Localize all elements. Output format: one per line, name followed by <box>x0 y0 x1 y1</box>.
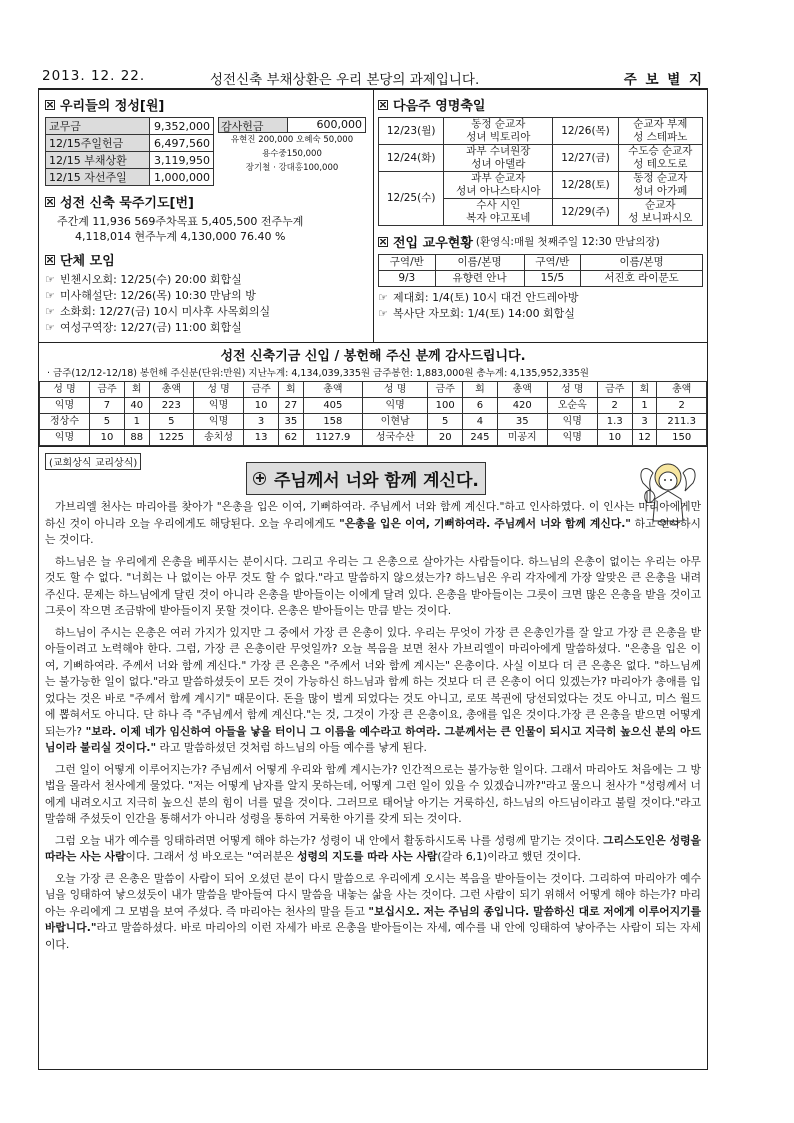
table-cell: 성국수산 <box>363 430 428 446</box>
pen-bullet-icon: ☞ <box>45 305 55 318</box>
table-row: 12/15 부채상환 3,119,950 <box>46 152 214 169</box>
checkbox-bullet-icon <box>45 197 55 207</box>
column-header: 총액 <box>657 382 707 398</box>
table-cell: 35 <box>497 414 547 430</box>
prayer-line: 4,118,014 현주누계 4,130,000 76.40 % <box>75 230 286 243</box>
column-header: 성 명 <box>40 382 90 398</box>
column-header: 금주 <box>597 382 632 398</box>
left-column <box>39 90 374 342</box>
column-header: 회 <box>463 382 498 398</box>
table-cell: 4 <box>463 414 498 430</box>
table-cell: 10 <box>597 430 632 446</box>
table-cell: 40 <box>124 398 149 414</box>
table-cell: 익명 <box>363 398 428 414</box>
table-cell: 익명 <box>40 430 90 446</box>
notice-list <box>378 290 703 322</box>
table-cell: 405 <box>303 398 362 414</box>
table-cell: 미공지 <box>497 430 547 446</box>
table-cell: 245 <box>463 430 498 446</box>
list-item: ☞ 여성구역장: 12/27(금) 11:00 회합실 <box>45 321 242 334</box>
column-header: 성 명 <box>363 382 428 398</box>
table-cell: 익명 <box>547 414 597 430</box>
list-item: ☞ 제대회: 1/4(토) 10시 대건 안드레아방 <box>378 291 579 304</box>
article-paragraph: 그럼 오늘 내가 예수를 잉태하려면 어떻게 해야 하는가? 성령이 내 안에서 활동하시도록 나를 성령께 맡기는 것이다. 그리스도인은 성령을 따라는 사는 사람이다. 그래서 성 바오로는 "여러분은 성령의 지도를 따라 사는 사람(갈라 6,1)이라고 했던 것이다. <box>45 833 701 863</box>
checkbox-bullet-icon <box>45 255 55 265</box>
right-column <box>374 90 707 342</box>
pen-bullet-icon: ☞ <box>45 289 55 302</box>
thanksgiving-offering: 감사헌금 600,000 유현진 200,000 오혜숙 50,000 용수중150,000 장기철 · 강대홍100,000 <box>218 117 366 186</box>
pen-bullet-icon: ☞ <box>45 273 55 286</box>
prayer-line: 주간계 11,936 569주차목표 5,405,500 전주누계 <box>57 215 304 228</box>
donor-note: 유현진 200,000 오혜숙 50,000 <box>230 135 354 145</box>
table-cell: 익명 <box>40 398 90 414</box>
bulletin-page <box>38 62 708 1070</box>
table-row <box>40 414 707 430</box>
pen-bullet-icon: ☞ <box>45 321 55 334</box>
table-cell: 10 <box>244 398 279 414</box>
table-cell: 420 <box>497 398 547 414</box>
groups-list <box>45 272 369 336</box>
list-item: ☞ 미사해설단: 12/26(목) 10:30 만남의 방 <box>45 289 256 302</box>
table-row: 교무금 9,352,000 <box>46 118 214 135</box>
table-cell: 1 <box>632 398 657 414</box>
table-cell: 이현남 <box>363 414 428 430</box>
table-cell: 7 <box>90 398 125 414</box>
column-header: 회 <box>124 382 149 398</box>
article-tag: (교회상식 교리상식) <box>45 453 141 470</box>
table-cell: 5 <box>149 414 194 430</box>
article-section <box>38 447 708 1070</box>
transfer-title: 전입 교우현황 (환영식:매월 첫째주일 12:30 만남의장) <box>378 232 703 251</box>
table-cell: 12 <box>632 430 657 446</box>
column-header: 총액 <box>303 382 362 398</box>
table-row: 9/3 유향련 안나 15/5 서진호 라이문도 <box>379 271 703 287</box>
column-header: 금주 <box>244 382 279 398</box>
article-paragraph: 그런 일이 어떻게 이루어지는가? 주님께서 어떻게 우리와 함께 계시는가? 인간적으로는 불가능한 일이다. 그래서 마리아도 처음에는 그 방법을 몰라서 천사에게 물었다. "저는 어떻게 남자를 알지 못하는데, 어떻게 그런 일이 있을 수 있겠습니까?"라고 물으니 천사가 "성령께서 너에게 내려오시고 지극히 높으신 분의 힘이 너를 덮을 것이다. 그러므로 태어날 아기는 거룩하신, 하느님의 아드님이라고 불릴 것이다."라고 말씀해 주셨듯이 인간을 통해서가 아니라 성령을 통하여 거룩한 아기를 갖게 되는 것이다. <box>45 762 701 825</box>
list-item: ☞ 빈첸시오회: 12/25(수) 20:00 회합실 <box>45 273 242 286</box>
issue-date: 2013. 12. 22. <box>42 68 146 84</box>
table-cell: 150 <box>657 430 707 446</box>
pen-bullet-icon: ☞ <box>378 291 388 304</box>
column-header: 성 명 <box>547 382 597 398</box>
donation-title: 성전 신축기금 신입 / 봉헌해 주신 분께 감사드립니다. <box>220 349 526 364</box>
checkbox-bullet-icon <box>378 100 388 110</box>
table-cell: 익명 <box>194 414 244 430</box>
table-row <box>40 398 707 414</box>
article-paragraph: 가브리엘 천사는 마리아를 찾아가 "은총을 입은 이여, 기뻐하여라. 주님께서 너와 함께 계신다."하고 인사하였다. 이 인사는 마리아에게만 하신 것이 아니라 오늘 우리에게도 해당된다. 오늘 우리에게도 "은총을 입은 이여, 기뻐하여라. 주님께서 너와 함께 계신다." 하고 인사하시는 것이다. <box>45 500 702 546</box>
table-cell: 1.3 <box>597 414 632 430</box>
table-row: 수사 시인 복자 야고포네 12/29(주) 순교자 성 보니파시오 <box>379 199 703 226</box>
prayer-title: 성전 신축 묵주기도[번] <box>45 192 369 211</box>
table-cell: 1127.9 <box>303 430 362 446</box>
table-cell: 100 <box>428 398 463 414</box>
column-header: 회 <box>632 382 657 398</box>
article-title: 주님께서 너와 함께 계신다. <box>246 462 486 495</box>
article-paragraph: 오늘 가장 큰 은총은 말씀이 사람이 되어 오셨던 분이 다시 말씀으로 우리에게 오시는 복음을 받아들이는 것이다. 그리하여 마리아가 예수님을 잉태하여 낳으셨듯이 내가 말씀을 받아들여 다시 말씀을 내놓는 삶을 사는 것이다. 그런 사람이 되기 위해서 어떻게 해야 하는가? 마리아는 우리에게 그 모범을 보여 주셨다. 즉 마리아는 천사의 말을 듣고 "보십시오. 저는 주님의 종입니다. 말씀하신 대로 저에게 이루어지기를 바랍니다."라고 말씀하셨다. 바로 마리아의 이런 자세가 바로 은총을 받아들이는 자세, 예수를 내 안에 잉태하여 낳아주는 사람이 되는 자세이다. <box>45 871 701 951</box>
table-cell: 익명 <box>194 398 244 414</box>
bulletin-name: 주 보 별 지 <box>623 72 704 88</box>
table-cell: 5 <box>90 414 125 430</box>
feast-table <box>378 117 703 226</box>
column-header: 회 <box>279 382 304 398</box>
donation-section <box>38 343 708 447</box>
column-header: 성 명 <box>194 382 244 398</box>
table-cell: 5 <box>428 414 463 430</box>
table-cell: 3 <box>244 414 279 430</box>
table-cell: 정상수 <box>40 414 90 430</box>
table-cell: 158 <box>303 414 362 430</box>
donor-note: 장기철 · 강대홍100,000 <box>245 163 339 173</box>
table-cell: 오순옥 <box>547 398 597 414</box>
table-header-row: 구역/반 이름/본명 구역/반 이름/본명 <box>379 255 703 271</box>
header-slogan: 성전신축 부채상환은 우리 본당의 과제입니다. <box>210 72 480 88</box>
pen-bullet-icon: ☞ <box>378 307 388 320</box>
table-row: 12/24(화) 과부 수녀원장 성녀 아델라 12/27(금) 수도승 순교자 성 테오도로 <box>379 145 703 172</box>
table-cell: 1225 <box>149 430 194 446</box>
page-header <box>38 62 708 90</box>
table-cell: 35 <box>279 414 304 430</box>
checkbox-bullet-icon <box>378 237 388 247</box>
table-row: 12/15 자선주일 1,000,000 <box>46 169 214 186</box>
offering-table <box>45 117 369 186</box>
table-header-row <box>40 382 707 398</box>
table-cell: 2 <box>597 398 632 414</box>
table-row: 12/15주일헌금 6,497,560 <box>46 135 214 152</box>
table-cell: 223 <box>149 398 194 414</box>
table-cell: 13 <box>244 430 279 446</box>
table-cell: 송치성 <box>194 430 244 446</box>
article-body <box>45 499 701 958</box>
column-header: 금주 <box>90 382 125 398</box>
donation-table <box>39 381 707 446</box>
column-header: 총액 <box>149 382 194 398</box>
article-paragraph: 하느님은 늘 우리에게 은총을 베푸시는 분이시다. 그리고 우리는 그 은총으로 살아가는 사람들이다. 하느님의 은총이 없이는 우리는 아무 것도 할 수 없다. "너희는 나 없이는 아무 것도 할 수 없다."라고 말씀하지 않으셨는가? 하느님은 우리 각자에게 가장 알맞은 큰 은총을 내려주신다. 문제는 하느님에게 달린 것이 아니라 은총을 받아들이는 이에게 달려 있다. 은총을 받아들이는 그릇이 크면 많은 은총을 받을 것이고 그릇이 작으면 조금밖에 받아들이지 못할 것이다. 은총은 받아들이는 만큼 받는 것이다. <box>45 554 701 617</box>
table-cell: 익명 <box>547 430 597 446</box>
table-row: 12/25(수) 과부 순교자 성녀 아나스타시아 12/28(토) 동정 순교자 성녀 아가페 <box>379 172 703 199</box>
mass-title: 다음주 영명축일 <box>378 95 703 114</box>
checkbox-bullet-icon <box>45 100 55 110</box>
cross-icon <box>253 472 266 485</box>
list-item: ☞ 소화회: 12/27(금) 10시 미사후 사목회의실 <box>45 305 271 318</box>
transfer-table <box>378 254 703 287</box>
groups-title: 단체 모임 <box>45 250 369 269</box>
table-cell: 6 <box>463 398 498 414</box>
donation-summary: · 금주(12/12-12/18) 봉헌해 주신분(단위:만원) 지난누계: 4,134,039,335원 금주봉헌: 1,883,000원 총누계: 4,135,952,335원 <box>47 368 589 379</box>
table-cell: 20 <box>428 430 463 446</box>
table-cell: 3 <box>632 414 657 430</box>
table-cell: 211.3 <box>657 414 707 430</box>
offering-title: 우리들의 정성[원] <box>45 95 369 114</box>
table-cell: 1 <box>124 414 149 430</box>
column-header: 금주 <box>428 382 463 398</box>
column-header: 총액 <box>497 382 547 398</box>
table-row <box>40 430 707 446</box>
table-cell: 88 <box>124 430 149 446</box>
table-cell: 10 <box>90 430 125 446</box>
table-cell: 2 <box>657 398 707 414</box>
table-cell: 62 <box>279 430 304 446</box>
donor-note: 용수중150,000 <box>262 149 322 159</box>
table-cell: 27 <box>279 398 304 414</box>
list-item: ☞ 복사단 자모회: 1/4(토) 14:00 회합실 <box>378 307 575 320</box>
table-row: 12/23(월) 동정 순교자 성녀 빅토리아 12/26(목) 순교자 부제 성 스테파노 <box>379 118 703 145</box>
top-section <box>38 90 708 343</box>
article-paragraph: 하느님이 주시는 은총은 여러 가지가 있지만 그 중에서 가장 큰 은총이 있다. 우리는 무엇이 가장 큰 은총인가를 잘 알고 가장 큰 은총을 받아들이려고 노력해야 한다. 그럼, 가장 큰 은총이란 무엇일까? 오늘 복음을 보면 천사 가브리엘이 마리아에게 말씀하셨다. "은총을 입은 이여, 기뻐하여라. 주께서 너와 함께 계신다." 가장 큰 은총은 "주께서 너와 함께 계시는" 은총이다. 사실 이보다 더 큰 은총은 없다. "하느님께는 불가능한 일이 없다."라고 말씀하셨듯이 모든 것이 가능하신 하느님과 함께 하는 것보다 더 큰 은총이 어디 있겠는가? 마리아가 총애를 입었다는 것은 바로 "주께서 함께 계시기" 때문이다. 돈을 많이 벌게 되었다는 것도 아니고, 로또 복권에 당선되었다는 것도 아니고, 미스 월드에 뽑혀서도 아니다. 단 하나 즉 "주님께서 함께 계신다."는 것, 그것이 가장 큰 은총이요, 총애를 입은 것이다.가장 큰 은총을 받으면 어떻게 되는가? "보라. 이제 네가 임신하여 아들을 낳을 터이니 그 이름을 예수라고 하여라. 그분께서는 큰 인물이 되시고 지극히 높으신 분의 아드님이라 불리실 것이다." 라고 말씀하셨던 것처럼 하느님의 아들 예수를 낳게 된다. <box>45 625 702 754</box>
